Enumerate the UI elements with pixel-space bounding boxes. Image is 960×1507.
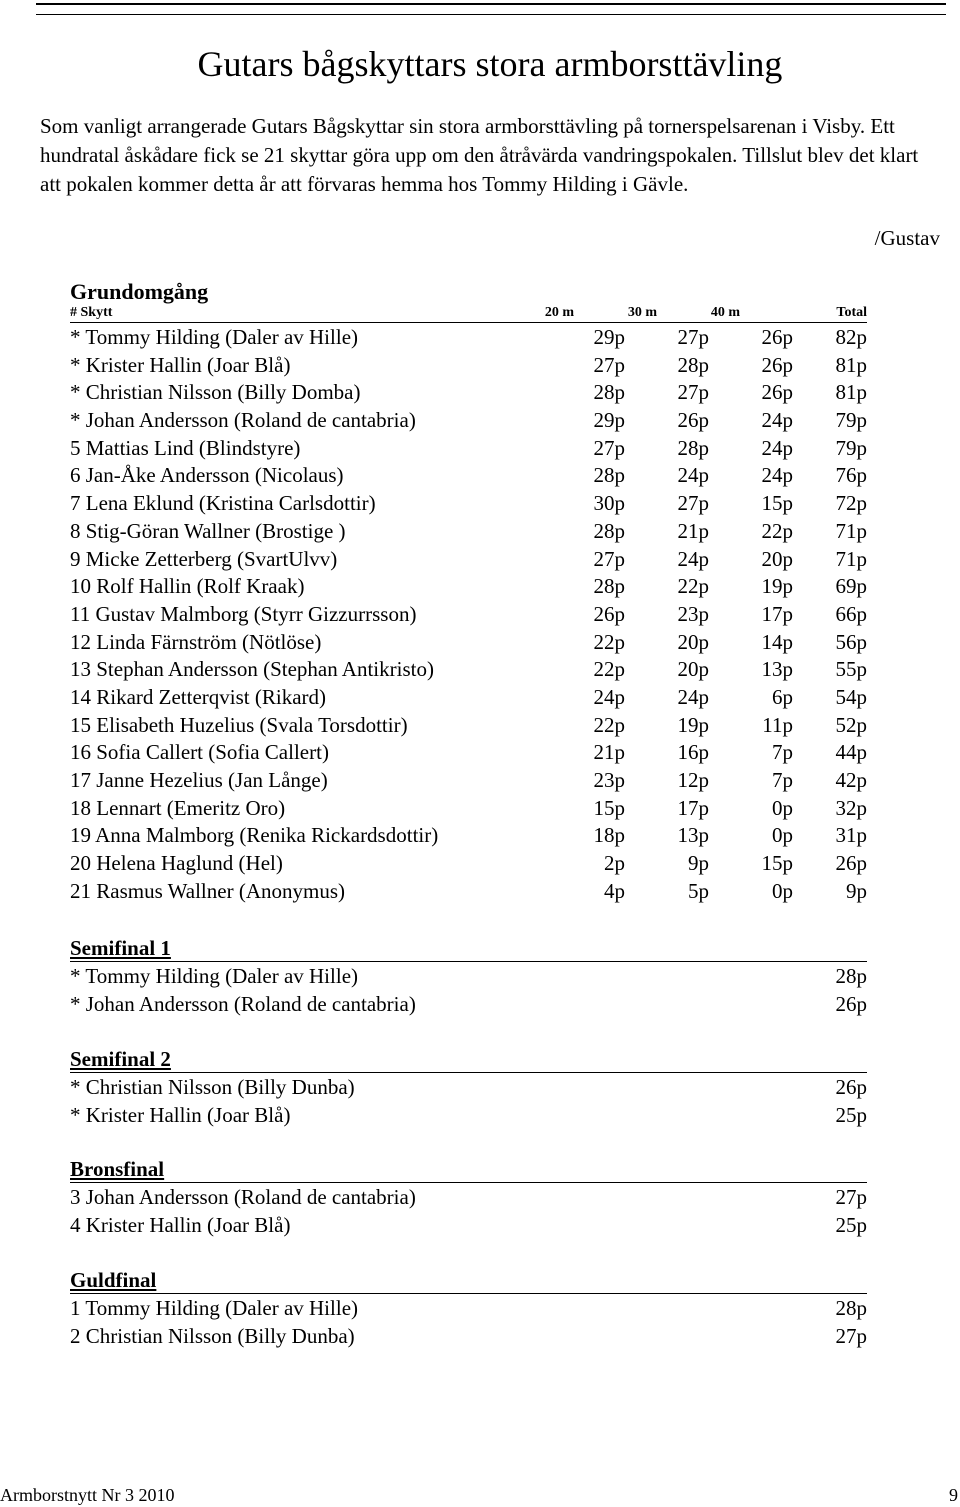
score-40m: 20p [761, 546, 793, 571]
skytt-name: 9 Micke Zetterberg (SvartUlvv) [70, 546, 338, 571]
skytt-name: 13 Stephan Andersson (Stephan Antikristo) [70, 657, 434, 682]
score-40m: 26p [761, 380, 793, 405]
score-20m: 29p [593, 325, 625, 349]
table-row [70, 546, 867, 574]
final-row [70, 1322, 867, 1350]
skytt-name: * Tommy Hilding (Daler av Hille) [70, 325, 359, 349]
table-row [70, 878, 867, 906]
final-points: 26p [835, 1075, 867, 1099]
score-40m: 11p [762, 712, 793, 737]
score-40m: 24p [761, 435, 793, 460]
final-points: 27p [835, 1185, 867, 1209]
skytt-name: * Krister Hallin (Joar Blå) [70, 352, 291, 377]
final-points: 28p [835, 964, 867, 988]
table-row [70, 684, 867, 712]
final-row [70, 962, 867, 990]
table-row [70, 490, 867, 518]
score-30m: 20p [677, 629, 709, 654]
skytt-name: 19 Anna Malmborg (Renika Rickardsdottir) [70, 823, 439, 848]
score-total: 71p [835, 546, 867, 571]
skytt-name: 5 Mattias Lind (Blindstyre) [70, 435, 301, 460]
final-points: 25p [835, 1103, 867, 1127]
score-total: 9p [846, 878, 867, 903]
table-row [70, 462, 867, 490]
score-40m: 15p [761, 491, 793, 516]
column-header-40m: 40 m [710, 305, 740, 320]
score-30m: 28p [677, 352, 709, 377]
score-40m: 0p [772, 878, 793, 903]
skytt-name: 14 Rikard Zetterqvist (Rikard) [70, 684, 327, 709]
table-row [70, 656, 867, 684]
score-40m: 14p [761, 629, 793, 654]
score-40m: 15p [761, 851, 793, 876]
section-heading-grundomgang: Grundomgång [70, 279, 209, 304]
table-row [70, 795, 867, 823]
score-total: 55p [835, 657, 867, 682]
final-skytt-name: * Krister Hallin (Joar Blå) [70, 1103, 291, 1127]
score-total: 69p [835, 574, 867, 599]
table-row [70, 352, 867, 380]
author-signature: /Gustav [874, 226, 940, 250]
final-row [70, 1211, 867, 1239]
article-title: Gutars bågskyttars stora armborsttävling [197, 44, 783, 84]
final-row [70, 990, 867, 1018]
score-total: 76p [835, 463, 867, 488]
score-30m: 27p [677, 325, 709, 349]
score-30m: 13p [677, 823, 709, 848]
final-block [70, 1267, 867, 1350]
score-20m: 27p [593, 435, 625, 460]
score-30m: 24p [677, 684, 709, 709]
skytt-name: 16 Sofia Callert (Sofia Callert) [70, 740, 329, 765]
table-row [70, 518, 867, 546]
final-points: 26p [835, 992, 867, 1016]
column-header-30m: 30 m [627, 305, 657, 320]
score-20m: 22p [593, 629, 625, 654]
final-heading: Bronsfinal [70, 1156, 867, 1183]
score-30m: 21p [677, 518, 709, 543]
score-40m: 22p [761, 518, 793, 543]
header-rule-thin [36, 14, 946, 15]
final-heading: Guldfinal [70, 1267, 867, 1294]
header-rule [36, 3, 946, 5]
score-total: 52p [835, 712, 867, 737]
score-20m: 22p [593, 657, 625, 682]
skytt-name: 15 Elisabeth Huzelius (Svala Torsdottir) [70, 712, 408, 737]
skytt-name: 7 Lena Eklund (Kristina Carlsdottir) [70, 491, 376, 516]
final-block [70, 935, 867, 1018]
final-row [70, 1073, 867, 1101]
score-40m: 7p [772, 740, 793, 765]
score-30m: 5p [688, 878, 709, 903]
table-row [70, 407, 867, 435]
score-40m: 19p [761, 574, 793, 599]
skytt-name: 10 Rolf Hallin (Rolf Kraak) [70, 574, 305, 599]
final-heading: Semifinal 1 [70, 935, 867, 962]
final-points: 25p [835, 1213, 867, 1237]
score-40m: 7p [772, 768, 793, 792]
final-skytt-name: 3 Johan Andersson (Roland de cantabria) [70, 1185, 416, 1209]
score-30m: 16p [677, 740, 709, 765]
final-row [70, 1101, 867, 1129]
skytt-name: 21 Rasmus Wallner (Anonymus) [70, 878, 345, 903]
skytt-name: * Christian Nilsson (Billy Domba) [70, 380, 361, 405]
skytt-name: 20 Helena Haglund (Hel) [70, 851, 283, 876]
score-30m: 26p [677, 408, 709, 433]
table-row [70, 767, 867, 795]
score-20m: 29p [593, 408, 625, 433]
final-skytt-name: * Tommy Hilding (Daler av Hille) [70, 964, 359, 988]
column-header-20m: 20 m [544, 305, 574, 320]
column-header-total: Total [836, 305, 867, 320]
score-30m: 12p [677, 768, 709, 792]
score-30m: 17p [677, 795, 709, 820]
score-20m: 27p [593, 352, 625, 377]
table-row [70, 850, 867, 878]
score-total: 79p [835, 435, 867, 460]
final-points: 28p [835, 1296, 867, 1320]
score-total: 81p [835, 380, 867, 405]
score-40m: 13p [761, 657, 793, 682]
score-30m: 9p [688, 851, 709, 876]
table-row [70, 739, 867, 767]
final-block [70, 1046, 867, 1129]
score-20m: 22p [593, 712, 625, 737]
final-skytt-name: * Christian Nilsson (Billy Dunba) [70, 1075, 355, 1099]
score-total: 26p [835, 851, 867, 876]
final-skytt-name: * Johan Andersson (Roland de cantabria) [70, 992, 416, 1016]
score-total: 66p [835, 601, 867, 626]
skytt-name: 17 Janne Hezelius (Jan Långe) [70, 768, 328, 792]
score-20m: 30p [593, 491, 625, 516]
score-40m: 0p [772, 795, 793, 820]
table-row [70, 379, 867, 407]
final-heading: Semifinal 2 [70, 1046, 867, 1073]
score-40m: 24p [761, 408, 793, 433]
final-skytt-name: 4 Krister Hallin (Joar Blå) [70, 1213, 291, 1237]
final-skytt-name: 1 Tommy Hilding (Daler av Hille) [70, 1296, 359, 1320]
score-20m: 28p [593, 380, 625, 405]
table-row [70, 629, 867, 657]
score-20m: 28p [593, 518, 625, 543]
score-total: 79p [835, 408, 867, 433]
score-total: 81p [835, 352, 867, 377]
table-row [70, 324, 867, 352]
score-30m: 19p [677, 712, 709, 737]
score-20m: 23p [593, 768, 625, 792]
footer-publication: Armborstnytt Nr 3 2010 [0, 1485, 175, 1505]
score-40m: 26p [761, 325, 793, 349]
skytt-name: 12 Linda Färnström (Nötlöse) [70, 629, 322, 654]
score-total: 82p [835, 325, 867, 349]
score-30m: 28p [677, 435, 709, 460]
score-20m: 28p [593, 463, 625, 488]
score-30m: 24p [677, 546, 709, 571]
score-20m: 4p [604, 878, 625, 903]
score-40m: 26p [761, 352, 793, 377]
results-column-header [70, 304, 867, 323]
score-total: 56p [835, 629, 867, 654]
score-20m: 18p [593, 823, 625, 848]
table-row [70, 822, 867, 850]
score-40m: 17p [761, 601, 793, 626]
skytt-name: 8 Stig-Göran Wallner (Brostige ) [70, 518, 346, 543]
intro-paragraph: Som vanligt arrangerade Gutars Bågskyttar sin stora armborsttävling på tornerspelsarenan i Visby. Ett hundratal åskådare fick se 21 skyttar göra upp om den åtråvärda vandringspokalen. Tillslut blev det klart att pokalen kommer detta år att förvaras hemma hos Tommy Hilding i Gävle. [40, 114, 919, 196]
score-20m: 15p [593, 795, 625, 820]
score-20m: 28p [593, 574, 625, 599]
score-30m: 27p [677, 491, 709, 516]
score-40m: 24p [761, 463, 793, 488]
final-row [70, 1183, 867, 1211]
final-points: 27p [835, 1324, 867, 1348]
table-row [70, 712, 867, 740]
table-row [70, 435, 867, 463]
score-40m: 6p [772, 684, 793, 709]
score-20m: 2p [604, 851, 625, 876]
score-20m: 27p [593, 546, 625, 571]
score-40m: 0p [772, 823, 793, 848]
score-total: 71p [835, 518, 867, 543]
score-20m: 26p [593, 601, 625, 626]
skytt-name: 18 Lennart (Emeritz Oro) [70, 795, 286, 820]
score-20m: 24p [593, 684, 625, 709]
score-20m: 21p [593, 740, 625, 765]
final-row [70, 1294, 867, 1322]
score-30m: 20p [677, 657, 709, 682]
score-30m: 23p [677, 601, 709, 626]
score-total: 42p [835, 768, 867, 792]
table-row [70, 601, 867, 629]
skytt-name: 11 Gustav Malmborg (Styrr Gizzurrsson) [70, 601, 417, 626]
footer-page-number: 9 [949, 1485, 958, 1505]
score-total: 31p [835, 823, 867, 848]
table-row [70, 573, 867, 601]
skytt-name: * Johan Andersson (Roland de cantabria) [70, 408, 416, 433]
score-30m: 22p [677, 574, 709, 599]
score-total: 44p [835, 740, 867, 765]
score-total: 32p [835, 795, 867, 820]
column-header-skytt: # Skytt [70, 305, 113, 320]
results-table [70, 324, 867, 905]
score-total: 72p [835, 491, 867, 516]
score-30m: 24p [677, 463, 709, 488]
score-total: 54p [835, 684, 867, 709]
final-block [70, 1156, 867, 1239]
skytt-name: 6 Jan-Åke Andersson (Nicolaus) [70, 463, 344, 488]
final-skytt-name: 2 Christian Nilsson (Billy Dunba) [70, 1324, 355, 1348]
score-30m: 27p [677, 380, 709, 405]
